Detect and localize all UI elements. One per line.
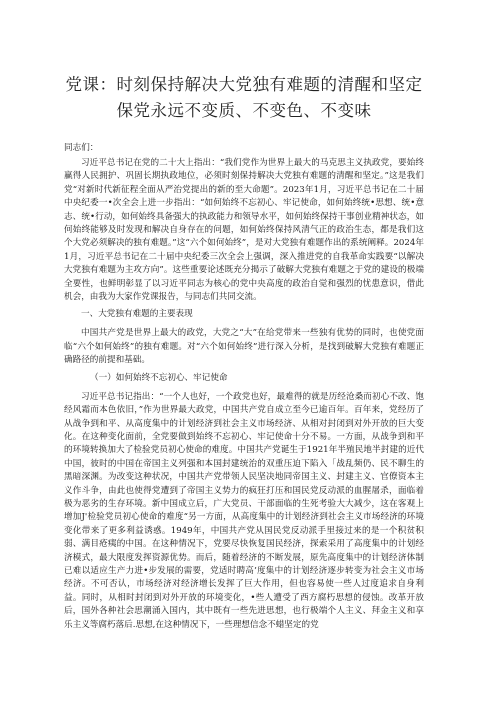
greeting: 同志们：: [64, 143, 99, 153]
paragraph-intro: 习近平总书记在党的二十大上指出：“我们党作为世界上最大的马克思主义执政党，要始终赢得人民拥护、巩固长期执政地位，必须时刻保持解决大党独有难题的清醒和坚定。”这是我们党“对新时代新征程全面从严治党提出的新的至大命题”。2023年1月，习近平总书记在二十届中央纪委一•次全会上进一步指出：“如何始终不忘初心、牢记使命，如何始终统•思想、统•意志、统•行动，如何始终具备强大的执政能力和领导水平，如何始终保持干事创业精神状态，如何始终能够及时发现和解决自身存在的问题，如何始终保持风清气正的政治生态，都是我们这个大党必须解决的独有难题。”这“六个如何始终”，是对大党独有难题作出的系统阐释。2024年1月，习近平总书记在二十届中央纪委三次全会上强调，深入推进党的自我革命实践要“以解决大党独有难题为主攻方向”。这些重要论述既充分揭示了破解大党独有难题之于党的建设的极端全要性，也鲜明彰显了以习近平同志为核心的党中央高度的政治自觉和强烈的忧患意识，借此机会，由我为大家作党课报告，与同志们共同交流。: [64, 158, 424, 303]
section-heading-1: 一、大党独有难题的主要表现: [81, 309, 193, 320]
doc-title-line2: 保党永远不变质、不变色、不变味: [116, 101, 372, 120]
subsection-heading-1: （一）如何始终不忘初心、牢记使命: [90, 372, 228, 383]
doc-title-line1: 党课：时刻保持解决大党独有难题的清醒和坚定: [65, 75, 423, 94]
paragraph-section1: 中国共产党是世界上最大的政党，大党之“大”在给党带来一些独有优势的同时，也使党面临“六个如何始终”的独有难题。对“六个如何始终”进行深入分析，是找到破解大党独有难题正确路径的前提和基础。: [64, 328, 424, 366]
paragraph-subsection1: 习近平总书记指出：“一个人也好，一个政党也好，最难得的就是历经沧桑而初心不改、饱经风霜而本色依旧，”作为世界最大政党，中国共产党自成立至今已逾百年。百年来，党经历了从战争到和平、从高度集中的计划经济到社会主义市场经济、从相对封闭到对外开放的巨大变化。在这种变化面前，全党要做到始终不忘初心、牢记使命十分不易。一方面，从战争到和平的环境转换加大了检验党员初心使命的难度。中国共产党诞生于1921年半殖民地半封建的近代中国，彼时的中国在帝国主义列强和本国封建统治的双重压迫下陷入「战乱频仍、民不聊生的黑暗深渊。为改变这种状况，中国共产党带领人民坚决地同帝国主义、封建主义、官僚资本主义作斗争，由此也使得党遭到了帝国主义势力的疯狂打压和国民党反动派的血腥屠杀，面临着极为恶劣的生存环境。新中国成立后，广大党员、干部面临的生死考验大大减少，这在客观上增加J'检验党员初心使命的难度“另一方面，从高度集中的计划经济到社会主义市场经济的环境变化带来了更多利益诱惑。1949年，中国共产党从国民党反动派手里接过来的是一个积贫积弱、满目疮痍的中国。在这种情况下，党要尽快恢复国民经济，探索采用了高度集中的计划经济模式，最大限度发挥资源优势。而后，随着经济的不断发展，原先高度集中的计划经济体制已难以适应生产力进•步发展的需要，党适时聘高’度集中的计划经济逐步转变为社会主义市场经济。不可否认，市场经济对经济增长发挥了巨大作用，但也容易使一些人过度追求自身利益。同时，从相时封闭到对外开放的环境变化，•些人遭受了西方腐朽思想的侵蚀。改革开放后，国外各种社会思潮涌入国内，其中既有一些先进思想，也行极端个人主义、拜金主义和享乐主义等腐朽落后.思想,在这种情况下，一些理想信念不蜡坚定的党: [64, 391, 424, 630]
